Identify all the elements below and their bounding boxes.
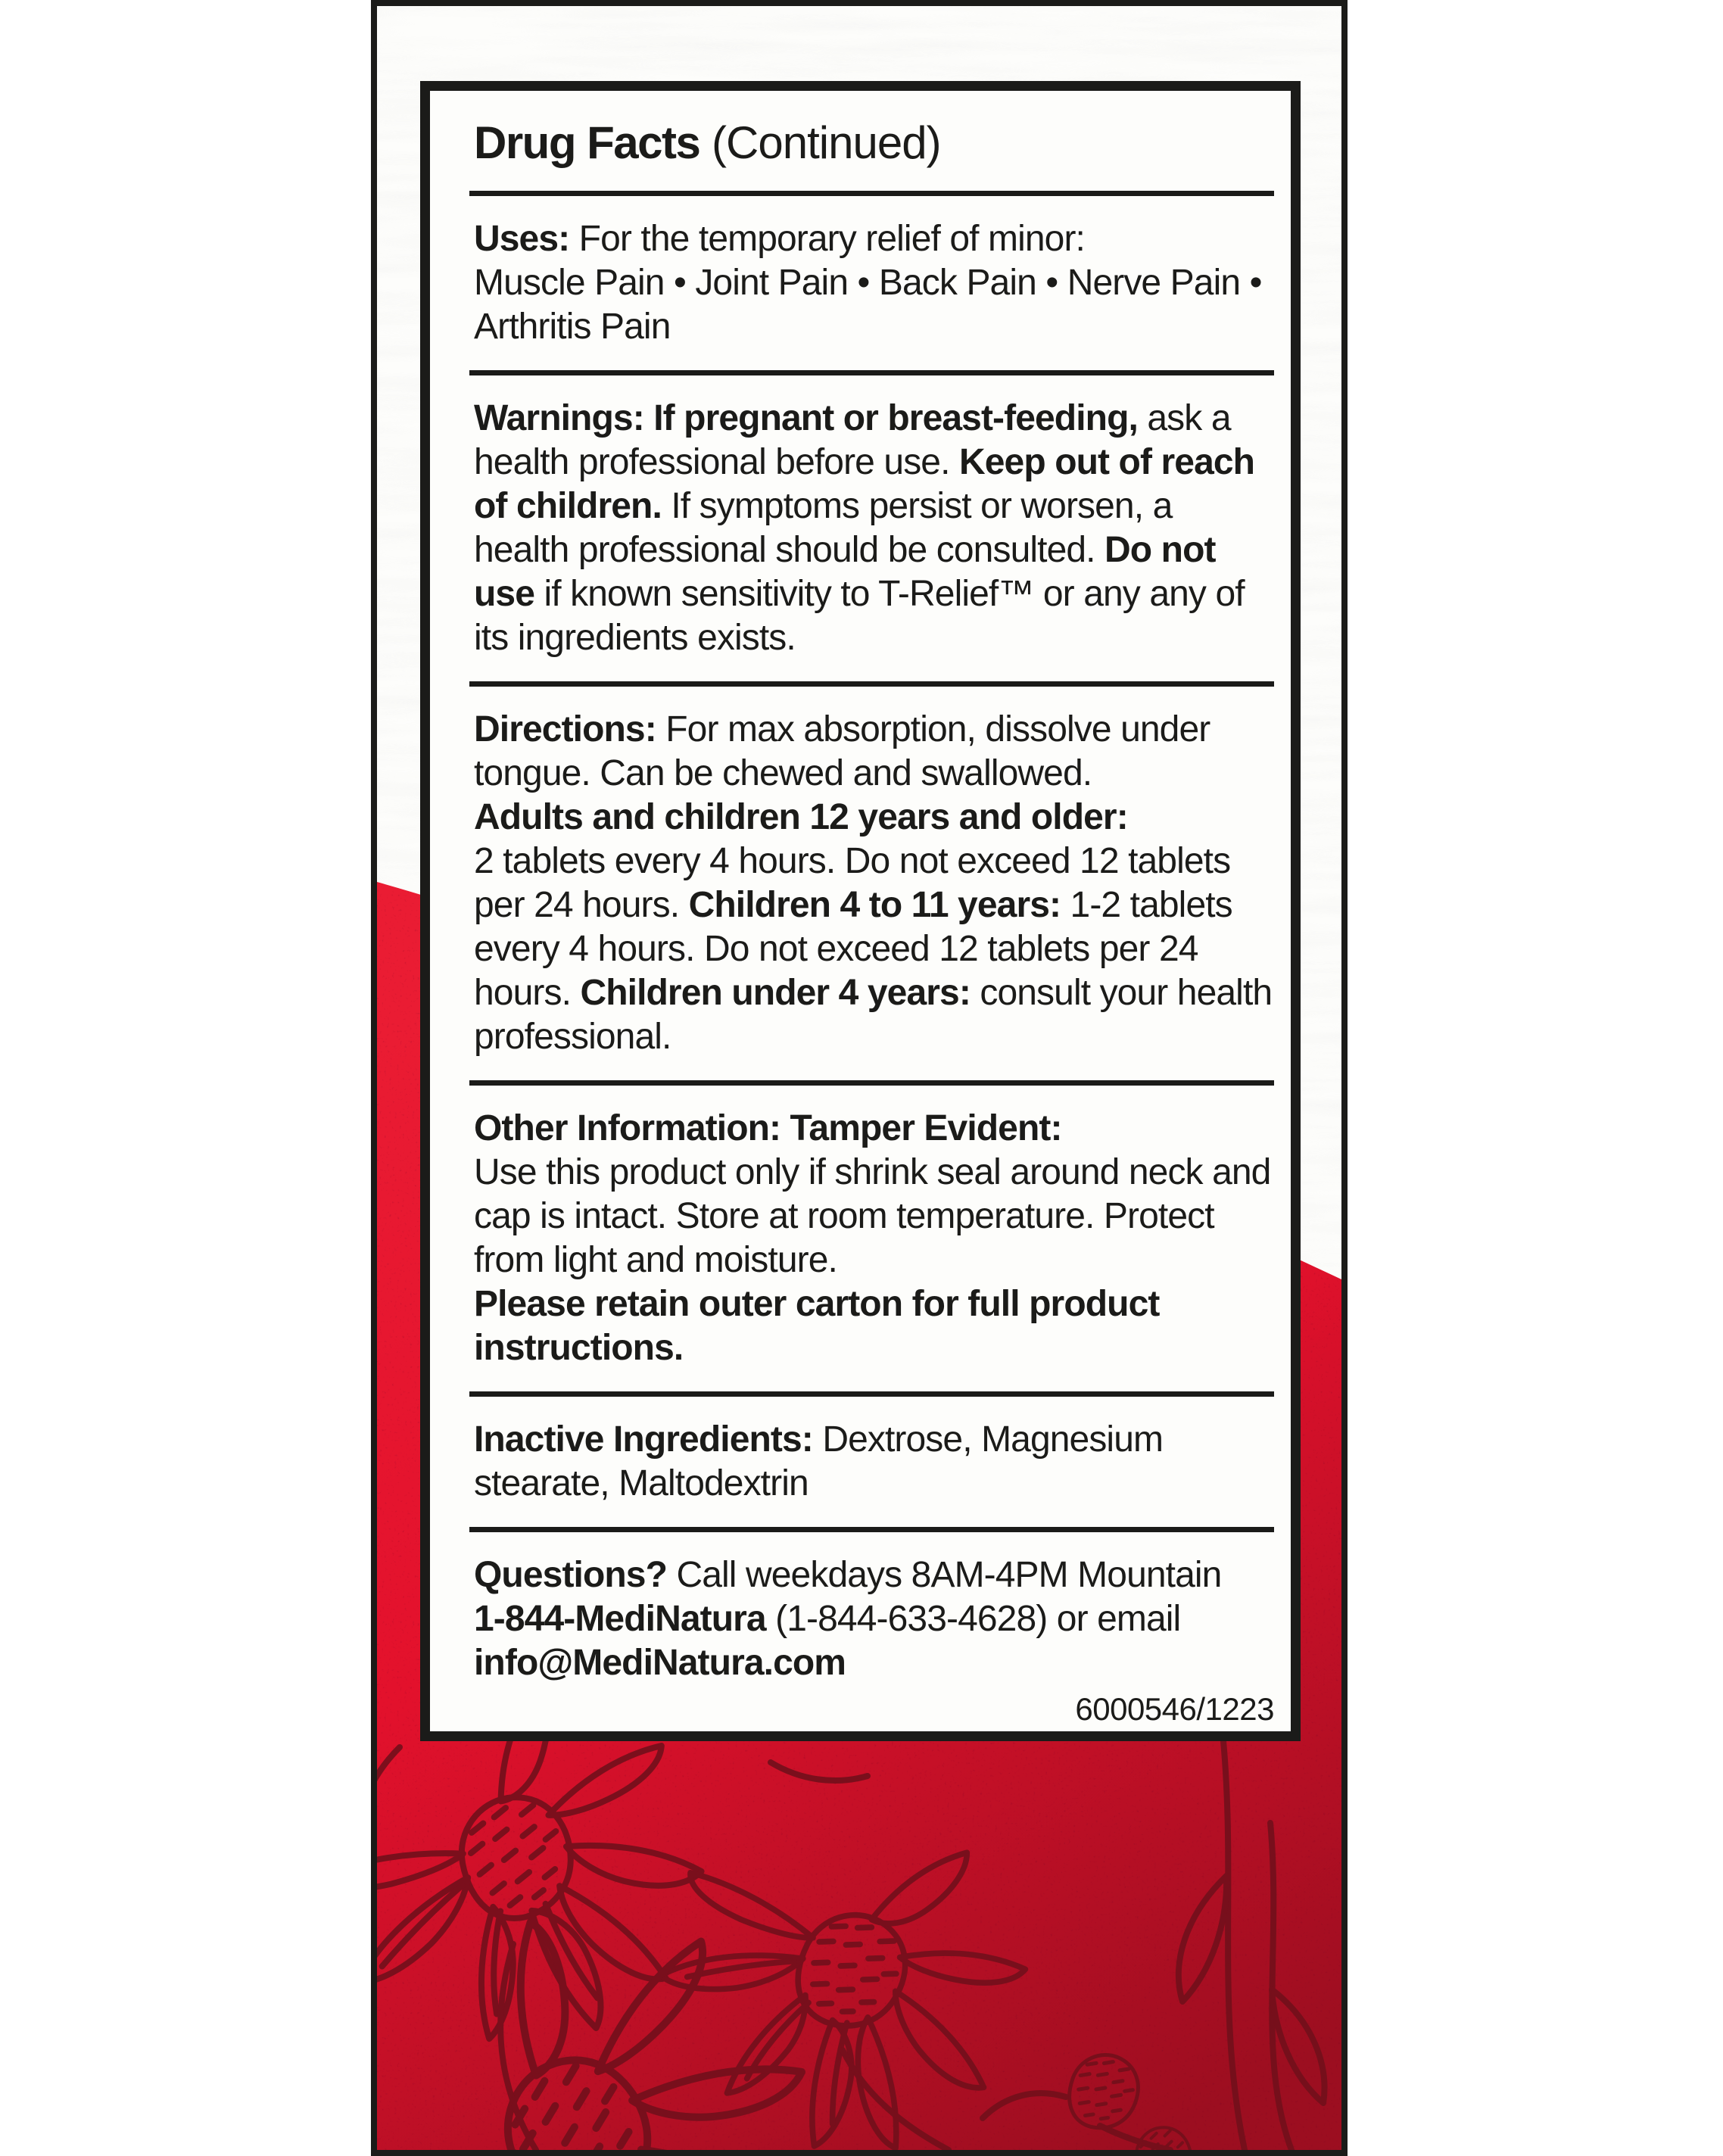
section-warnings (474, 397, 1274, 660)
text-segment: Children 4 to 11 years: (688, 885, 1061, 925)
section-directions (474, 708, 1274, 1059)
section-divider (469, 681, 1274, 687)
text-segment: Warnings: If pregnant or breast-feeding, (474, 398, 1138, 438)
section-divider (469, 1080, 1274, 1086)
drug-facts-title (474, 117, 1274, 170)
text-segment: Children under 4 years: (580, 973, 971, 1013)
section-divider (469, 1391, 1274, 1397)
text-segment: Muscle Pain • Joint Pain • Back Pain • Nerve Pain • Arthritis Pain (474, 263, 1262, 347)
section-divider (469, 370, 1274, 375)
text-segment: 1-2 tablets every 4 hours. Do not exceed 12 tablets per 24 hours. (474, 885, 1232, 1013)
text-segment: Keep out of reach of children. (474, 442, 1255, 526)
text-segment: Use this product only if shrink seal around neck and cap is intact. Store at room temperature. Protect from light and moisture. (474, 1152, 1271, 1280)
title-bold: Drug Facts (474, 117, 700, 168)
text-segment: 2 tablets every 4 hours. Do not exceed 12 tablets per 24 hours. (474, 841, 1231, 925)
section-uses (474, 217, 1274, 349)
section-inactive-ingredients (474, 1418, 1274, 1506)
text-segment: ask a health professional before use. (474, 398, 1231, 482)
text-segment: Other Information: Tamper Evident: (474, 1108, 1062, 1148)
text-segment: Call weekdays 8AM-4PM Mountain (667, 1555, 1222, 1595)
text-segment: For max absorption, dissolve under tongue. Can be chewed and swallowed. (474, 709, 1210, 793)
text-segment: Adults and children 12 years and older: (474, 797, 1128, 837)
text-segment: Questions? (474, 1555, 668, 1595)
section-other-information (474, 1107, 1274, 1370)
text-segment: Do not use (474, 530, 1216, 614)
bottle-label-panel (371, 0, 1348, 2156)
section-divider (469, 1527, 1274, 1532)
sections-container (469, 191, 1274, 1685)
title-continued: (Continued) (699, 117, 941, 168)
product-code: 6000546/1223 (1075, 1691, 1274, 1727)
text-segment: Dextrose, Magnesium stearate, Maltodextrin (474, 1419, 1164, 1503)
section-divider (469, 191, 1274, 196)
text-segment: Inactive Ingredients: (474, 1419, 813, 1460)
text-segment: consult your health professional. (474, 973, 1273, 1057)
text-segment: info@MediNatura.com (474, 1643, 846, 1683)
text-segment: If symptoms persist or worsen, a health professional should be consulted. (474, 486, 1173, 570)
drug-facts-box (420, 81, 1301, 1741)
text-segment: if known sensitivity to T-Relief™ or any any of its ingredients exists. (474, 574, 1245, 658)
section-questions (474, 1553, 1274, 1685)
text-segment: Directions: (474, 709, 656, 749)
text-segment: (1-844-633-4628) or email (765, 1599, 1181, 1639)
text-segment: 1-844-MediNatura (474, 1599, 766, 1639)
text-segment: Please retain outer carton for full product instructions. (474, 1284, 1160, 1368)
text-segment: For the temporary relief of minor: (569, 219, 1085, 259)
text-segment: Uses: (474, 219, 570, 259)
